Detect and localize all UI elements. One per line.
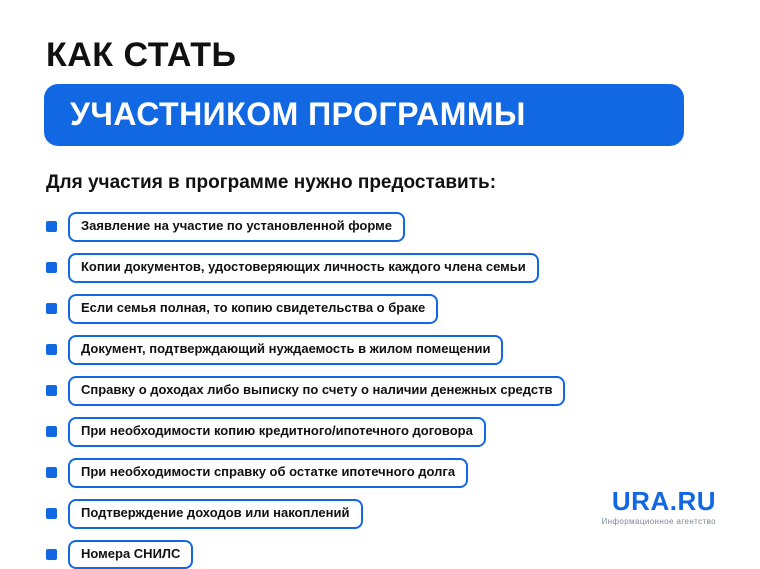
- requirement-label: Заявление на участие по установленной форме: [68, 212, 405, 242]
- list-item: [44, 253, 716, 283]
- requirement-label: Подтверждение доходов или накоплений: [68, 499, 363, 529]
- page-title-top: КАК СТАТЬ: [46, 38, 716, 72]
- list-item: [44, 212, 716, 242]
- requirement-label: Документ, подтверждающий нуждаемость в жилом помещении: [68, 335, 503, 365]
- bullet-square-icon: [46, 221, 57, 232]
- list-item: [44, 458, 716, 488]
- logo-tagline: Информационное агентство: [601, 517, 716, 526]
- bullet-square-icon: [46, 467, 57, 478]
- list-item: [44, 376, 716, 406]
- agency-logo: [601, 488, 716, 526]
- list-item: [44, 335, 716, 365]
- requirement-label: При необходимости справку об остатке ипотечного долга: [68, 458, 468, 488]
- requirement-label: Справку о доходах либо выписку по счету о наличии денежных средств: [68, 376, 565, 406]
- bullet-square-icon: [46, 385, 57, 396]
- section-subtitle: Для участия в программе нужно предоставить:: [46, 172, 716, 194]
- requirement-label: При необходимости копию кредитного/ипотечного договора: [68, 417, 486, 447]
- page-title-banner: УЧАСТНИКОМ ПРОГРАММЫ: [44, 84, 684, 146]
- bullet-square-icon: [46, 262, 57, 273]
- list-item: [44, 540, 716, 569]
- bullet-square-icon: [46, 303, 57, 314]
- list-item: [44, 417, 716, 447]
- list-item: [44, 294, 716, 324]
- requirement-label: Номера СНИЛС: [68, 540, 193, 569]
- bullet-square-icon: [46, 344, 57, 355]
- requirement-label: Если семья полная, то копию свидетельства о браке: [68, 294, 438, 324]
- requirement-label: Копии документов, удостоверяющих личность каждого члена семьи: [68, 253, 539, 283]
- bullet-square-icon: [46, 549, 57, 560]
- bullet-square-icon: [46, 508, 57, 519]
- logo-wordmark: URA.RU: [601, 488, 716, 514]
- bullet-square-icon: [46, 426, 57, 437]
